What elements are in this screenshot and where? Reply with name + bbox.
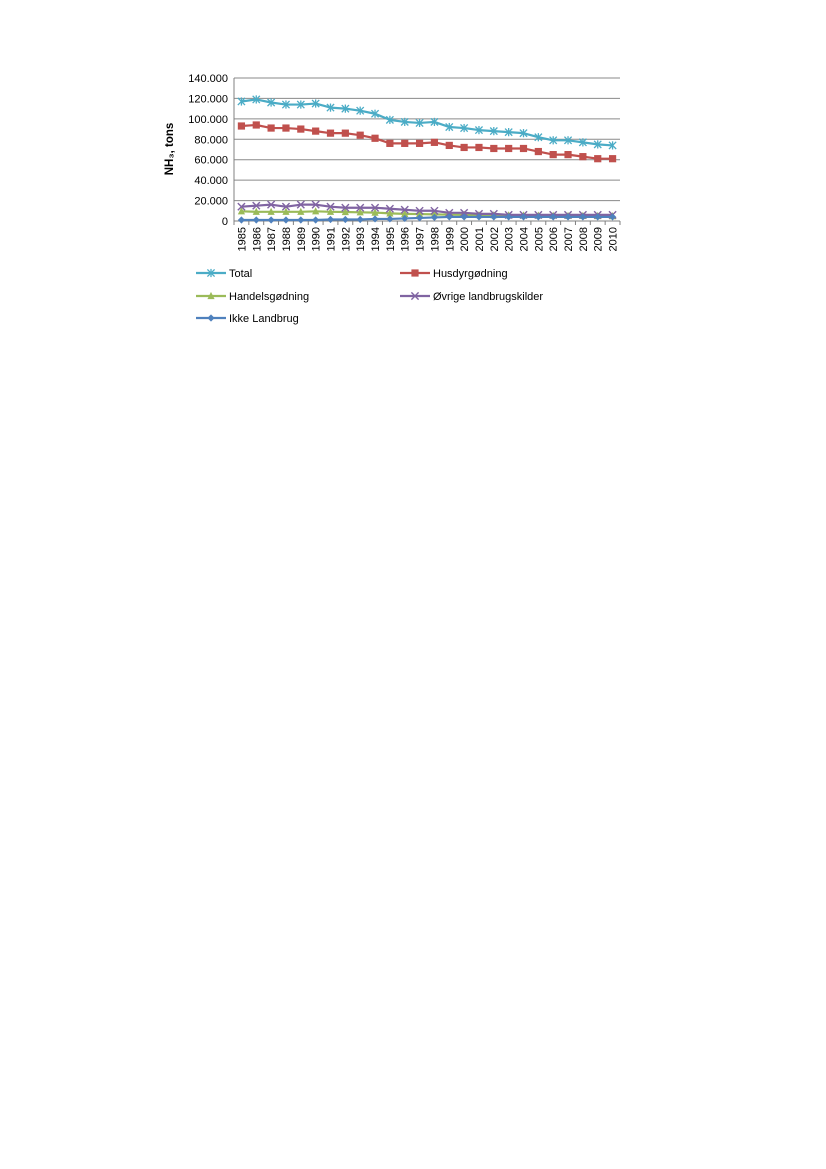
x-tick-label: 2000 <box>459 227 472 252</box>
data-point <box>238 216 245 223</box>
x-tick-label: 1989 <box>295 227 308 252</box>
data-point <box>327 216 334 223</box>
x-tick-label: 2003 <box>503 227 516 252</box>
data-point <box>401 140 408 147</box>
series-line <box>241 125 612 159</box>
data-point <box>312 216 319 223</box>
legend-marker <box>207 314 214 321</box>
y-axis-label: NH₃, tons <box>164 122 176 176</box>
data-point <box>357 216 364 223</box>
data-point <box>253 121 260 128</box>
data-point <box>268 216 275 223</box>
data-point <box>371 135 378 142</box>
data-point <box>520 145 527 152</box>
x-tick-label: 1994 <box>370 227 383 252</box>
y-tick-label: 0 <box>221 216 228 228</box>
y-tick-label: 80.000 <box>194 134 228 147</box>
x-tick-label: 1997 <box>414 227 427 252</box>
series-line <box>241 99 612 145</box>
x-tick-label: 1987 <box>266 227 279 252</box>
y-axis-tick-labels <box>188 73 228 228</box>
x-tick-label: 1995 <box>384 227 397 252</box>
legend <box>196 268 543 325</box>
legend-label: Total <box>229 268 253 280</box>
x-tick-label: 2006 <box>548 227 561 252</box>
y-tick-label: 20.000 <box>194 195 228 208</box>
x-tick-label: 2010 <box>607 227 620 252</box>
data-point <box>505 145 512 152</box>
x-tick-label: 2005 <box>533 227 546 252</box>
series-line <box>241 217 612 220</box>
legend-marker <box>411 269 418 276</box>
y-tick-label: 140.000 <box>188 73 228 85</box>
data-point <box>535 148 542 155</box>
data-point <box>416 140 423 147</box>
data-point <box>490 145 497 152</box>
data-point <box>431 139 438 146</box>
x-tick-label: 2001 <box>473 227 486 252</box>
data-point <box>312 128 319 135</box>
legend-label: Husdyrgødning <box>433 268 508 280</box>
x-tick-label: 1999 <box>444 227 457 252</box>
data-point <box>594 155 601 162</box>
data-point <box>579 153 586 160</box>
data-point <box>342 216 349 223</box>
y-tick-label: 100.000 <box>188 113 228 126</box>
data-point <box>475 144 482 151</box>
x-tick-label: 1996 <box>399 227 412 252</box>
x-tick-label: 2004 <box>518 227 531 252</box>
data-point <box>282 216 289 223</box>
data-point <box>238 122 245 129</box>
legend-item <box>196 291 309 303</box>
series-husdyrg-dning <box>238 121 616 162</box>
x-tick-label: 2008 <box>577 227 590 252</box>
x-axis-tick-labels <box>236 227 619 251</box>
x-tick-label: 2002 <box>488 227 501 252</box>
x-tick-label: 1993 <box>355 227 368 252</box>
series-total <box>238 95 616 149</box>
x-tick-label: 1990 <box>310 227 323 252</box>
data-point <box>461 144 468 151</box>
data-point <box>297 216 304 223</box>
legend-label: Ikke Landbrug <box>229 313 299 325</box>
data-point <box>550 151 557 158</box>
legend-item <box>196 313 299 325</box>
legend-label: Øvrige landbrugskilder <box>433 291 544 303</box>
y-tick-label: 120.000 <box>188 93 228 106</box>
x-tick-label: 2009 <box>592 227 605 252</box>
data-point <box>282 124 289 131</box>
gridlines <box>234 78 620 225</box>
x-tick-label: 1998 <box>429 227 442 252</box>
data-point <box>609 155 616 162</box>
legend-item <box>400 291 543 303</box>
x-tick-label: 1985 <box>236 227 249 252</box>
x-tick-label: 1988 <box>280 227 293 252</box>
data-point <box>327 130 334 137</box>
y-tick-label: 40.000 <box>194 175 228 188</box>
y-tick-label: 60.000 <box>194 154 228 167</box>
x-tick-label: 1992 <box>340 227 353 252</box>
data-point <box>386 140 393 147</box>
data-point <box>268 124 275 131</box>
legend-item <box>400 268 508 280</box>
x-tick-label: 1986 <box>251 227 264 252</box>
data-point <box>564 151 571 158</box>
data-point <box>357 132 364 139</box>
data-point <box>297 125 304 132</box>
legend-label: Handelsgødning <box>229 291 310 303</box>
x-tick-label: 1991 <box>325 227 338 252</box>
x-tick-label: 2007 <box>563 227 576 252</box>
data-point <box>342 130 349 137</box>
data-point <box>446 142 453 149</box>
data-point <box>253 216 260 223</box>
legend-item <box>196 268 252 280</box>
